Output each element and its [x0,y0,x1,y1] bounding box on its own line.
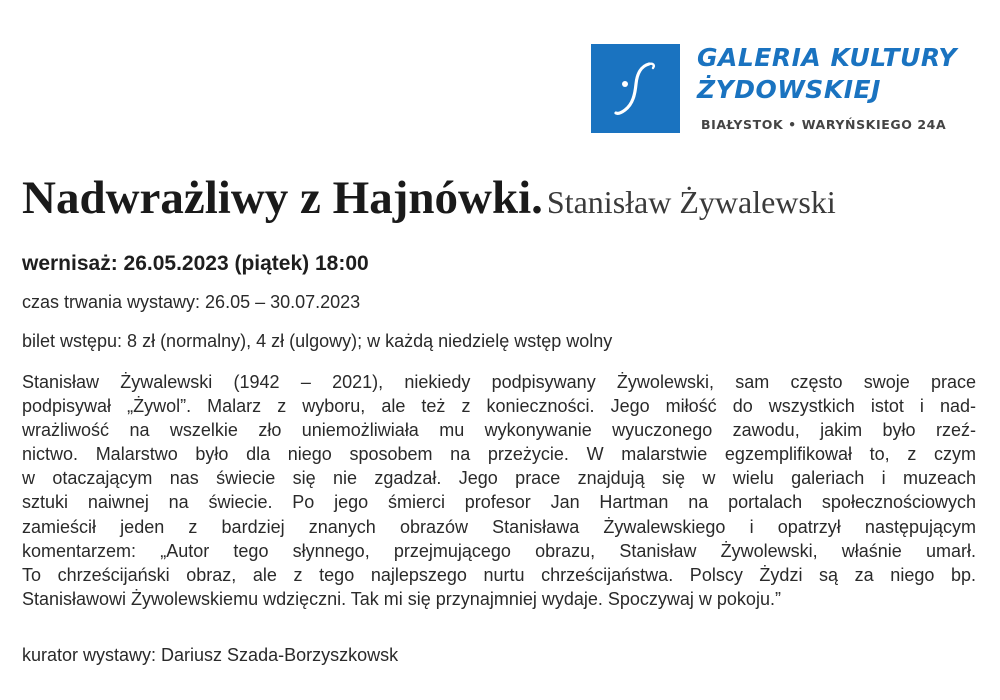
description-line: nictwo. Malarstwo było dla niego sposobem na przeżycie. W malarstwie egzemplifikował to, z czym [22,444,976,465]
description-line: w otaczającym nas świecie się nie zgadzał. Jego prace znajdują się w wielu galeriach i muzeach [22,468,976,489]
curator-credit: kurator wystawy: Dariusz Szada-Borzyszkowsk [22,645,399,665]
stylized-s-flourish-icon [591,44,680,133]
description-line: komentarzem: „Autor tego słynnego, przejmującego obrazu, Stanisław Żywolewski, właśnie umarł. [22,540,976,561]
description-line: wrażliwość na wszelkie zło uniemożliwiała mu wykonywanie wyuczonego zawodu, jakim było rzeź- [22,420,976,441]
ticket-info: bilet wstępu: 8 zł (normalny), 4 zł (ulgowy); w każdą niedzielę wstęp wolny [22,331,613,351]
gallery-name-line1: GALERIA KULTURY [697,43,957,72]
description-line: podpisywał „Żywol”. Malarz z wyboru, ale też z konieczności. Jego miłość do wszystkich istot i nad- [22,396,976,417]
gallery-address: BIAŁYSTOK • WARYŃSKIEGO 24A [701,117,947,132]
description-line: zamieścił jeden z bardziej znanych obrazów Stanisława Żywalewskiego i opatrzył następującym [22,516,976,537]
description-line: Stanisławowi Żywolewskiemu wdzięczni. Tak mi się przynajmniej wydaje. Spoczywaj w pokoju.” [22,588,781,609]
exhibition-description [22,370,976,611]
gallery-name [697,42,957,106]
exhibition-title: Nadwrażliwy z Hajnówki. [22,172,543,224]
exhibition-duration: czas trwania wystawy: 26.05 – 30.07.2023 [22,292,361,312]
gallery-name-line2: ŻYDOWSKIEJ [697,75,881,104]
description-line: sztuki naiwnej na świecie. Po jego śmierci profesor Jan Hartman na portalach społecznościowych [22,492,976,513]
gallery-logo [591,44,680,133]
artist-name: Stanisław Żywalewski [546,184,836,220]
description-line: To chrześcijański obraz, ale z tego najlepszego nurtu chrześcijaństwa. Polscy Żydzi są za niego bp. [22,564,976,585]
description-line: Stanisław Żywalewski (1942 – 2021), niekiedy podpisywany Żywolewski, sam często swoje prace [22,372,976,392]
vernissage-date: wernisaż: 26.05.2023 (piątek) 18:00 [22,252,369,275]
exhibition-heading [22,171,836,225]
